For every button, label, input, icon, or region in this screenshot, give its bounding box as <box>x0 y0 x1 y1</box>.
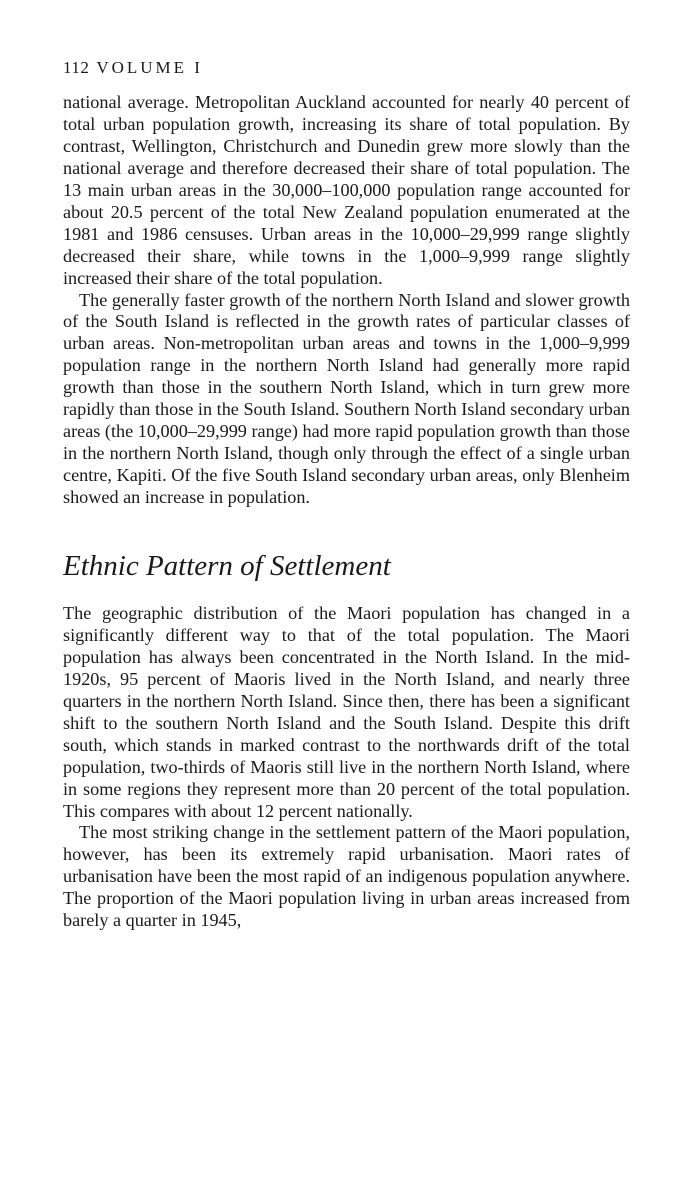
body-paragraph: national average. Metropolitan Auckland accounted for nearly 40 percent of total urban population growth, increasing its share of total population. By contrast, Wellington, Christchurch and Dunedin grew more slowly than the national average and therefore decreased their share of total population. The 13 main urban areas in the 30,000–100,000 population range accounted for about 20.5 percent of the total New Zealand population enumerated at the 1981 and 1986 censuses. Urban areas in the 10,000–29,999 range slightly decreased their share, while towns in the 1,000–9,999 range slightly increased their share of the total population. <box>63 92 630 288</box>
running-head <box>63 58 630 78</box>
section-heading: Ethnic Pattern of Settlement <box>63 549 391 582</box>
running-head-label: VOLUME I <box>96 58 203 77</box>
body-paragraph: The most striking change in the settlement pattern of the Maori population, however, has been its extremely rapid urbanisation. Maori rates of urbanisation have been the most rapid of an indigenous population anywhere. The proportion of the Maori population living in urban areas increased from barely a quarter in 1945, <box>63 822 630 931</box>
document-page <box>63 58 630 932</box>
body-paragraph: The geographic distribution of the Maori population has changed in a significantly different way to that of the total population. The Maori population has always been concentrated in the North Island. In the mid-1920s, 95 percent of Maoris lived in the North Island, and nearly three quarters in the northern North Island. Since then, there has been a significant shift to the southern North Island and the South Island. Despite this drift south, which stands in marked contrast to the northwards drift of the total population, two-thirds of Maoris still live in the northern North Island, where in some regions they represent more than 20 percent of the total population. This compares with about 12 percent nationally. <box>63 603 630 821</box>
page-number: 112 <box>63 58 90 77</box>
body-paragraph: The generally faster growth of the northern North Island and slower growth of the South Island is reflected in the growth rates of particular classes of urban areas. Non-metropolitan urban areas and towns in the 1,000–9,999 population range in the northern North Island had generally more rapid growth than those in the southern North Island, which in turn grew more rapidly than those in the South Island. Southern North Island secondary urban areas (the 10,000–29,999 range) had more rapid population growth than those in the northern North Island, though only through the effect of a single urban centre, Kapiti. Of the five South Island secondary urban areas, only Blenheim showed an increase in population. <box>63 289 630 507</box>
